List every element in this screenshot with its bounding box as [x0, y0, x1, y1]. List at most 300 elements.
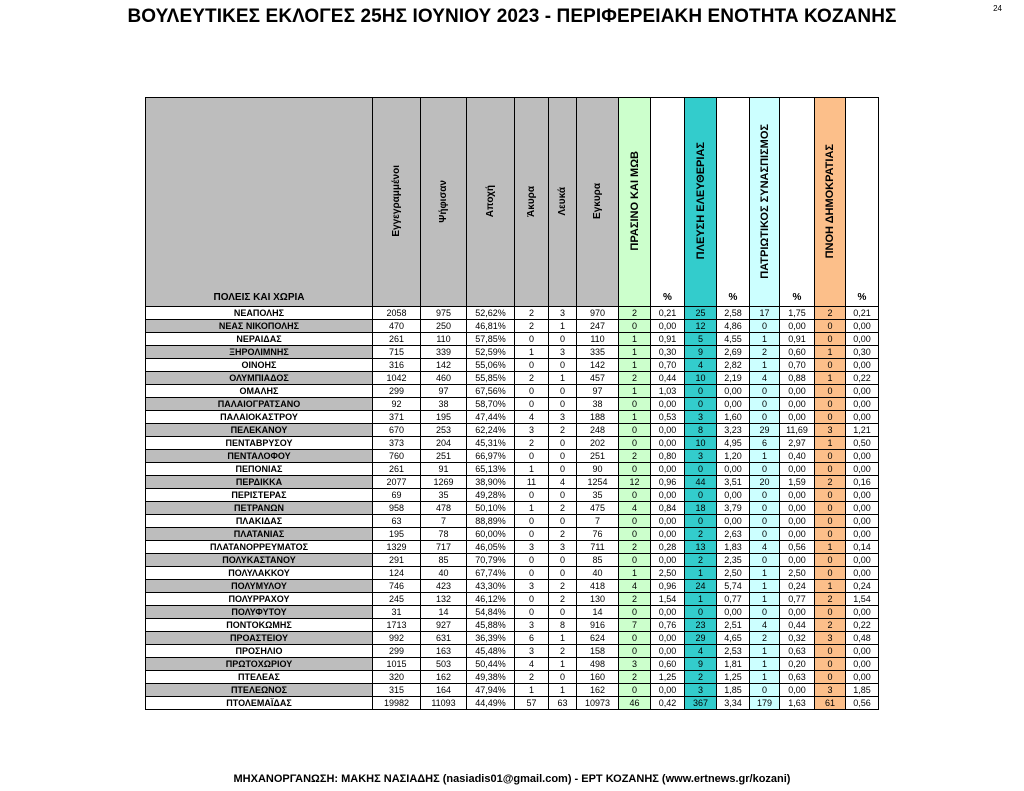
cell-party2-votes: 0: [685, 398, 717, 411]
cell-abstention: 49,28%: [467, 489, 515, 502]
cell-voted: 162: [421, 671, 467, 684]
cell-abstention: 58,70%: [467, 398, 515, 411]
header-name: ΠΟΛΕΙΣ ΚΑΙ ΧΩΡΙΑ: [146, 98, 373, 307]
cell-party1-votes: 0: [619, 463, 651, 476]
cell-party4-votes: 0: [815, 606, 846, 619]
cell-party1-votes: 1: [619, 359, 651, 372]
cell-abstention: 65,13%: [467, 463, 515, 476]
cell-name: ΠΤΕΛΕΩΝΟΣ: [146, 684, 373, 697]
cell-party3-votes: 1: [750, 645, 780, 658]
cell-blank: 3: [549, 541, 577, 554]
cell-invalid: 1: [515, 346, 549, 359]
cell-party1-pct: 0,76: [651, 619, 685, 632]
cell-party3-votes: 0: [750, 554, 780, 567]
cell-party2-pct: 1,85: [717, 684, 750, 697]
cell-valid: 130: [577, 593, 619, 606]
cell-party1-pct: 0,80: [651, 450, 685, 463]
cell-name: ΠΟΛΥΜΥΛΟΥ: [146, 580, 373, 593]
header-party-2: ΠΛΕΥΣΗ ΕΛΕΥΘΕΡΙΑΣ: [685, 98, 717, 307]
cell-blank: 2: [549, 502, 577, 515]
cell-blank: 0: [549, 671, 577, 684]
cell-name: ΠΕΤΡΑΝΩΝ: [146, 502, 373, 515]
cell-party3-pct: 0,00: [780, 502, 815, 515]
cell-valid: 475: [577, 502, 619, 515]
cell-party1-pct: 0,00: [651, 320, 685, 333]
cell-party1-pct: 0,00: [651, 463, 685, 476]
cell-registered: 261: [373, 463, 421, 476]
cell-party3-pct: 0,00: [780, 489, 815, 502]
cell-valid: 970: [577, 307, 619, 320]
cell-blank: 2: [549, 645, 577, 658]
cell-valid: 85: [577, 554, 619, 567]
cell-party1-pct: 0,53: [651, 411, 685, 424]
table-row: [146, 424, 879, 437]
cell-party3-votes: 0: [750, 489, 780, 502]
cell-party3-pct: 0,56: [780, 541, 815, 554]
table-row: [146, 463, 879, 476]
cell-valid: 202: [577, 437, 619, 450]
cell-voted: 11093: [421, 697, 467, 710]
header-pct-4: %: [846, 98, 879, 307]
cell-abstention: 46,81%: [467, 320, 515, 333]
cell-party3-votes: 29: [750, 424, 780, 437]
cell-party3-pct: 0,00: [780, 515, 815, 528]
cell-party1-pct: 0,96: [651, 476, 685, 489]
cell-party2-pct: 2,19: [717, 372, 750, 385]
cell-party4-votes: 3: [815, 632, 846, 645]
cell-blank: 2: [549, 528, 577, 541]
cell-party2-pct: 2,58: [717, 307, 750, 320]
cell-registered: 371: [373, 411, 421, 424]
table-row: [146, 528, 879, 541]
cell-party1-pct: 1,54: [651, 593, 685, 606]
cell-party2-pct: 0,00: [717, 463, 750, 476]
cell-party3-pct: 0,00: [780, 398, 815, 411]
cell-invalid: 3: [515, 580, 549, 593]
cell-party4-pct: 1,21: [846, 424, 879, 437]
cell-valid: 7: [577, 515, 619, 528]
cell-party4-votes: 0: [815, 489, 846, 502]
cell-party2-votes: 1: [685, 567, 717, 580]
cell-party1-pct: 0,21: [651, 307, 685, 320]
cell-party1-votes: 0: [619, 632, 651, 645]
cell-valid: 248: [577, 424, 619, 437]
cell-party2-votes: 4: [685, 645, 717, 658]
cell-party4-pct: 0,00: [846, 645, 879, 658]
cell-party2-pct: 2,53: [717, 645, 750, 658]
table-row: [146, 541, 879, 554]
cell-name: ΟΙΝΟΗΣ: [146, 359, 373, 372]
cell-party1-votes: 0: [619, 320, 651, 333]
cell-registered: 316: [373, 359, 421, 372]
cell-party1-votes: 2: [619, 541, 651, 554]
cell-party4-votes: 0: [815, 502, 846, 515]
cell-abstention: 44,49%: [467, 697, 515, 710]
cell-party4-pct: 0,50: [846, 437, 879, 450]
cell-party3-votes: 1: [750, 593, 780, 606]
cell-party2-votes: 10: [685, 437, 717, 450]
cell-party4-votes: 2: [815, 476, 846, 489]
cell-party2-votes: 25: [685, 307, 717, 320]
cell-invalid: 3: [515, 424, 549, 437]
cell-party2-votes: 10: [685, 372, 717, 385]
cell-registered: 315: [373, 684, 421, 697]
cell-invalid: 2: [515, 671, 549, 684]
cell-party3-votes: 2: [750, 632, 780, 645]
cell-party4-votes: 0: [815, 463, 846, 476]
table-row: [146, 567, 879, 580]
cell-registered: 69: [373, 489, 421, 502]
cell-abstention: 46,12%: [467, 593, 515, 606]
cell-party2-votes: 23: [685, 619, 717, 632]
cell-registered: 670: [373, 424, 421, 437]
table-row: [146, 632, 879, 645]
cell-name: ΝΕΑΠΟΛΗΣ: [146, 307, 373, 320]
table-row: [146, 697, 879, 710]
cell-party1-pct: 0,00: [651, 437, 685, 450]
cell-registered: 31: [373, 606, 421, 619]
cell-blank: 3: [549, 307, 577, 320]
cell-registered: 746: [373, 580, 421, 593]
cell-blank: 0: [549, 333, 577, 346]
cell-party4-votes: 2: [815, 593, 846, 606]
cell-valid: 457: [577, 372, 619, 385]
cell-registered: 19982: [373, 697, 421, 710]
cell-party4-votes: 1: [815, 372, 846, 385]
cell-party3-pct: 0,60: [780, 346, 815, 359]
table-row: [146, 476, 879, 489]
cell-party2-pct: 1,25: [717, 671, 750, 684]
cell-party4-pct: 1,54: [846, 593, 879, 606]
header-party-3: ΠΑΤΡΙΩΤΙΚΟΣ ΣΥΝΑΣΠΙΣΜΟΣ: [750, 98, 780, 307]
cell-party3-votes: 0: [750, 515, 780, 528]
cell-party2-votes: 0: [685, 606, 717, 619]
cell-party2-pct: 2,69: [717, 346, 750, 359]
cell-party1-pct: 0,60: [651, 658, 685, 671]
cell-party2-pct: 0,77: [717, 593, 750, 606]
cell-registered: 1042: [373, 372, 421, 385]
cell-valid: 162: [577, 684, 619, 697]
cell-name: ΠΕΛΕΚΑΝΟΥ: [146, 424, 373, 437]
cell-party4-pct: 0,00: [846, 502, 879, 515]
cell-name: ΠΛΑΚΙΔΑΣ: [146, 515, 373, 528]
cell-valid: 97: [577, 385, 619, 398]
cell-name: ΠΤΟΛΕΜΑΪΔΑΣ: [146, 697, 373, 710]
cell-party1-votes: 4: [619, 580, 651, 593]
cell-party1-votes: 7: [619, 619, 651, 632]
cell-party1-votes: 1: [619, 385, 651, 398]
cell-blank: 63: [549, 697, 577, 710]
cell-party4-votes: 1: [815, 437, 846, 450]
cell-party4-votes: 61: [815, 697, 846, 710]
cell-valid: 624: [577, 632, 619, 645]
cell-invalid: 0: [515, 333, 549, 346]
header-pct-2: %: [717, 98, 750, 307]
cell-party1-votes: 0: [619, 528, 651, 541]
cell-party1-pct: 0,00: [651, 606, 685, 619]
cell-party1-votes: 2: [619, 307, 651, 320]
cell-party3-pct: 0,00: [780, 684, 815, 697]
cell-party4-votes: 0: [815, 385, 846, 398]
cell-party2-pct: 4,86: [717, 320, 750, 333]
cell-party2-votes: 4: [685, 359, 717, 372]
cell-voted: 251: [421, 450, 467, 463]
cell-party3-pct: 0,00: [780, 606, 815, 619]
cell-voted: 85: [421, 554, 467, 567]
cell-voted: 478: [421, 502, 467, 515]
cell-name: ΠΟΛΥΦΥΤΟΥ: [146, 606, 373, 619]
cell-party2-votes: 12: [685, 320, 717, 333]
cell-voted: 195: [421, 411, 467, 424]
cell-party2-votes: 9: [685, 658, 717, 671]
cell-valid: 711: [577, 541, 619, 554]
cell-party1-votes: 0: [619, 437, 651, 450]
cell-registered: 1329: [373, 541, 421, 554]
cell-party3-votes: 4: [750, 372, 780, 385]
cell-party4-pct: 0,14: [846, 541, 879, 554]
cell-voted: 1269: [421, 476, 467, 489]
cell-valid: 188: [577, 411, 619, 424]
cell-party3-votes: 0: [750, 684, 780, 697]
cell-name: ΠΟΛΥΛΑΚΚΟΥ: [146, 567, 373, 580]
cell-party2-pct: 2,82: [717, 359, 750, 372]
cell-party1-pct: 0,00: [651, 645, 685, 658]
cell-abstention: 46,05%: [467, 541, 515, 554]
cell-party2-votes: 18: [685, 502, 717, 515]
cell-name: ΝΕΡΑΙΔΑΣ: [146, 333, 373, 346]
cell-party2-votes: 0: [685, 385, 717, 398]
cell-party2-votes: 2: [685, 528, 717, 541]
cell-name: ΠΕΠΟΝΙΑΣ: [146, 463, 373, 476]
cell-abstention: 55,06%: [467, 359, 515, 372]
cell-party4-pct: 0,00: [846, 385, 879, 398]
cell-party2-votes: 2: [685, 671, 717, 684]
cell-valid: 40: [577, 567, 619, 580]
cell-party1-pct: 0,30: [651, 346, 685, 359]
cell-name: ΠΟΛΥΡΡΑΧΟΥ: [146, 593, 373, 606]
cell-party3-pct: 2,97: [780, 437, 815, 450]
cell-party2-pct: 4,65: [717, 632, 750, 645]
cell-name: ΠΡΩΤΟΧΩΡΙΟΥ: [146, 658, 373, 671]
cell-blank: 1: [549, 658, 577, 671]
cell-party2-pct: 0,00: [717, 515, 750, 528]
cell-abstention: 45,48%: [467, 645, 515, 658]
cell-abstention: 54,84%: [467, 606, 515, 619]
cell-party4-votes: 2: [815, 307, 846, 320]
page-number: 24: [993, 4, 1002, 13]
cell-party2-pct: 3,51: [717, 476, 750, 489]
cell-party1-pct: 0,00: [651, 684, 685, 697]
footer-credits: ΜΗΧΑΝΟΡΓΑΝΩΣΗ: ΜΑΚΗΣ ΝΑΣΙΑΔΗΣ (nasiadis01@gmail.com) - ΕΡΤ ΚΟΖΑΝΗΣ (www.ertnews.gr/kozani): [233, 773, 791, 785]
cell-party1-votes: 2: [619, 450, 651, 463]
cell-blank: 0: [549, 515, 577, 528]
cell-party2-pct: 4,55: [717, 333, 750, 346]
cell-valid: 90: [577, 463, 619, 476]
cell-name: ΠΕΝΤΑΒΡΥΣΟΥ: [146, 437, 373, 450]
cell-party1-pct: 0,70: [651, 359, 685, 372]
cell-party1-pct: 0,96: [651, 580, 685, 593]
cell-invalid: 0: [515, 450, 549, 463]
cell-party3-votes: 0: [750, 463, 780, 476]
table-row: [146, 346, 879, 359]
cell-abstention: 36,39%: [467, 632, 515, 645]
cell-registered: 958: [373, 502, 421, 515]
cell-party3-votes: 1: [750, 567, 780, 580]
table-row: [146, 372, 879, 385]
cell-party1-pct: 0,00: [651, 424, 685, 437]
cell-blank: 1: [549, 684, 577, 697]
cell-party2-votes: 3: [685, 411, 717, 424]
cell-registered: 92: [373, 398, 421, 411]
cell-party1-pct: 1,25: [651, 671, 685, 684]
cell-valid: 418: [577, 580, 619, 593]
cell-abstention: 55,85%: [467, 372, 515, 385]
results-table: [145, 97, 879, 710]
cell-abstention: 60,00%: [467, 528, 515, 541]
table-header-row: [146, 98, 879, 307]
cell-party3-votes: 179: [750, 697, 780, 710]
cell-registered: 63: [373, 515, 421, 528]
cell-abstention: 45,31%: [467, 437, 515, 450]
cell-party2-pct: 0,00: [717, 606, 750, 619]
cell-abstention: 47,94%: [467, 684, 515, 697]
cell-name: ΠΟΝΤΟΚΩΜΗΣ: [146, 619, 373, 632]
cell-party2-votes: 1: [685, 593, 717, 606]
cell-party2-pct: 2,63: [717, 528, 750, 541]
cell-blank: 0: [549, 606, 577, 619]
cell-party1-votes: 3: [619, 658, 651, 671]
cell-invalid: 3: [515, 645, 549, 658]
cell-party2-votes: 29: [685, 632, 717, 645]
cell-voted: 163: [421, 645, 467, 658]
cell-party3-votes: 0: [750, 320, 780, 333]
cell-party1-pct: 0,84: [651, 502, 685, 515]
cell-party1-votes: 0: [619, 554, 651, 567]
cell-party1-votes: 0: [619, 424, 651, 437]
cell-party1-pct: 0,28: [651, 541, 685, 554]
cell-party2-pct: 1,81: [717, 658, 750, 671]
cell-blank: 1: [549, 632, 577, 645]
cell-party2-votes: 8: [685, 424, 717, 437]
cell-invalid: 0: [515, 593, 549, 606]
cell-party2-votes: 3: [685, 450, 717, 463]
cell-party3-pct: 0,88: [780, 372, 815, 385]
table-row: [146, 593, 879, 606]
cell-party4-votes: 0: [815, 411, 846, 424]
cell-invalid: 1: [515, 463, 549, 476]
cell-voted: 7: [421, 515, 467, 528]
cell-voted: 35: [421, 489, 467, 502]
cell-party2-pct: 3,23: [717, 424, 750, 437]
cell-party4-votes: 1: [815, 541, 846, 554]
cell-party4-pct: 0,21: [846, 307, 879, 320]
cell-party1-votes: 12: [619, 476, 651, 489]
cell-party3-pct: 0,77: [780, 593, 815, 606]
header-blank: Λευκά: [549, 98, 577, 307]
cell-party3-votes: 1: [750, 450, 780, 463]
cell-registered: 2077: [373, 476, 421, 489]
cell-voted: 204: [421, 437, 467, 450]
cell-party1-pct: 0,00: [651, 489, 685, 502]
cell-abstention: 49,38%: [467, 671, 515, 684]
cell-abstention: 38,90%: [467, 476, 515, 489]
cell-abstention: 50,10%: [467, 502, 515, 515]
cell-registered: 1015: [373, 658, 421, 671]
cell-invalid: 0: [515, 489, 549, 502]
header-registered: Εγγεγραμμένοι: [373, 98, 421, 307]
cell-party2-pct: 0,00: [717, 489, 750, 502]
cell-blank: 1: [549, 320, 577, 333]
cell-invalid: 0: [515, 359, 549, 372]
cell-party3-pct: 1,59: [780, 476, 815, 489]
cell-party4-pct: 0,00: [846, 398, 879, 411]
cell-party2-votes: 0: [685, 515, 717, 528]
cell-party3-votes: 0: [750, 411, 780, 424]
cell-party4-pct: 0,22: [846, 619, 879, 632]
cell-abstention: 50,44%: [467, 658, 515, 671]
cell-party4-votes: 0: [815, 671, 846, 684]
cell-party3-votes: 1: [750, 671, 780, 684]
cell-abstention: 45,88%: [467, 619, 515, 632]
cell-party3-pct: 0,44: [780, 619, 815, 632]
cell-party1-votes: 0: [619, 398, 651, 411]
cell-party4-pct: 0,00: [846, 515, 879, 528]
cell-party1-pct: 0,00: [651, 515, 685, 528]
cell-party1-votes: 0: [619, 606, 651, 619]
cell-party2-votes: 5: [685, 333, 717, 346]
cell-name: ΠΕΝΤΑΛΟΦΟΥ: [146, 450, 373, 463]
table-row: [146, 320, 879, 333]
header-party-4: ΠΝΟΗ ΔΗΜΟΚΡΑΤΙΑΣ: [815, 98, 846, 307]
cell-name: ΠΑΛΑΙΟΓΡΑΤΣΑΝΟ: [146, 398, 373, 411]
table-row: [146, 606, 879, 619]
cell-party3-votes: 0: [750, 398, 780, 411]
cell-voted: 164: [421, 684, 467, 697]
header-pct-3: %: [780, 98, 815, 307]
cell-party2-pct: 2,51: [717, 619, 750, 632]
cell-blank: 2: [549, 424, 577, 437]
table-row: [146, 398, 879, 411]
cell-party4-votes: 0: [815, 398, 846, 411]
cell-valid: 110: [577, 333, 619, 346]
header-party-1: ΠΡΑΣΙΝΟ ΚΑΙ ΜΩΒ: [619, 98, 651, 307]
cell-party4-votes: 0: [815, 320, 846, 333]
cell-blank: 0: [549, 463, 577, 476]
cell-party3-pct: 11,69: [780, 424, 815, 437]
cell-party3-votes: 20: [750, 476, 780, 489]
cell-party4-pct: 0,24: [846, 580, 879, 593]
cell-party4-pct: 0,00: [846, 671, 879, 684]
cell-party2-votes: 44: [685, 476, 717, 489]
cell-party1-pct: 0,91: [651, 333, 685, 346]
cell-valid: 158: [577, 645, 619, 658]
cell-party4-pct: 0,48: [846, 632, 879, 645]
cell-party4-pct: 0,56: [846, 697, 879, 710]
cell-voted: 460: [421, 372, 467, 385]
cell-party4-pct: 0,00: [846, 359, 879, 372]
cell-party2-pct: 2,50: [717, 567, 750, 580]
cell-valid: 14: [577, 606, 619, 619]
cell-valid: 38: [577, 398, 619, 411]
cell-name: ΞΗΡΟΛΙΜΝΗΣ: [146, 346, 373, 359]
header-voted: Ψήφισαν: [421, 98, 467, 307]
cell-party4-votes: 0: [815, 359, 846, 372]
cell-party3-pct: 0,00: [780, 463, 815, 476]
cell-party4-pct: 0,00: [846, 333, 879, 346]
cell-blank: 0: [549, 554, 577, 567]
cell-abstention: 66,97%: [467, 450, 515, 463]
cell-party4-votes: 0: [815, 450, 846, 463]
